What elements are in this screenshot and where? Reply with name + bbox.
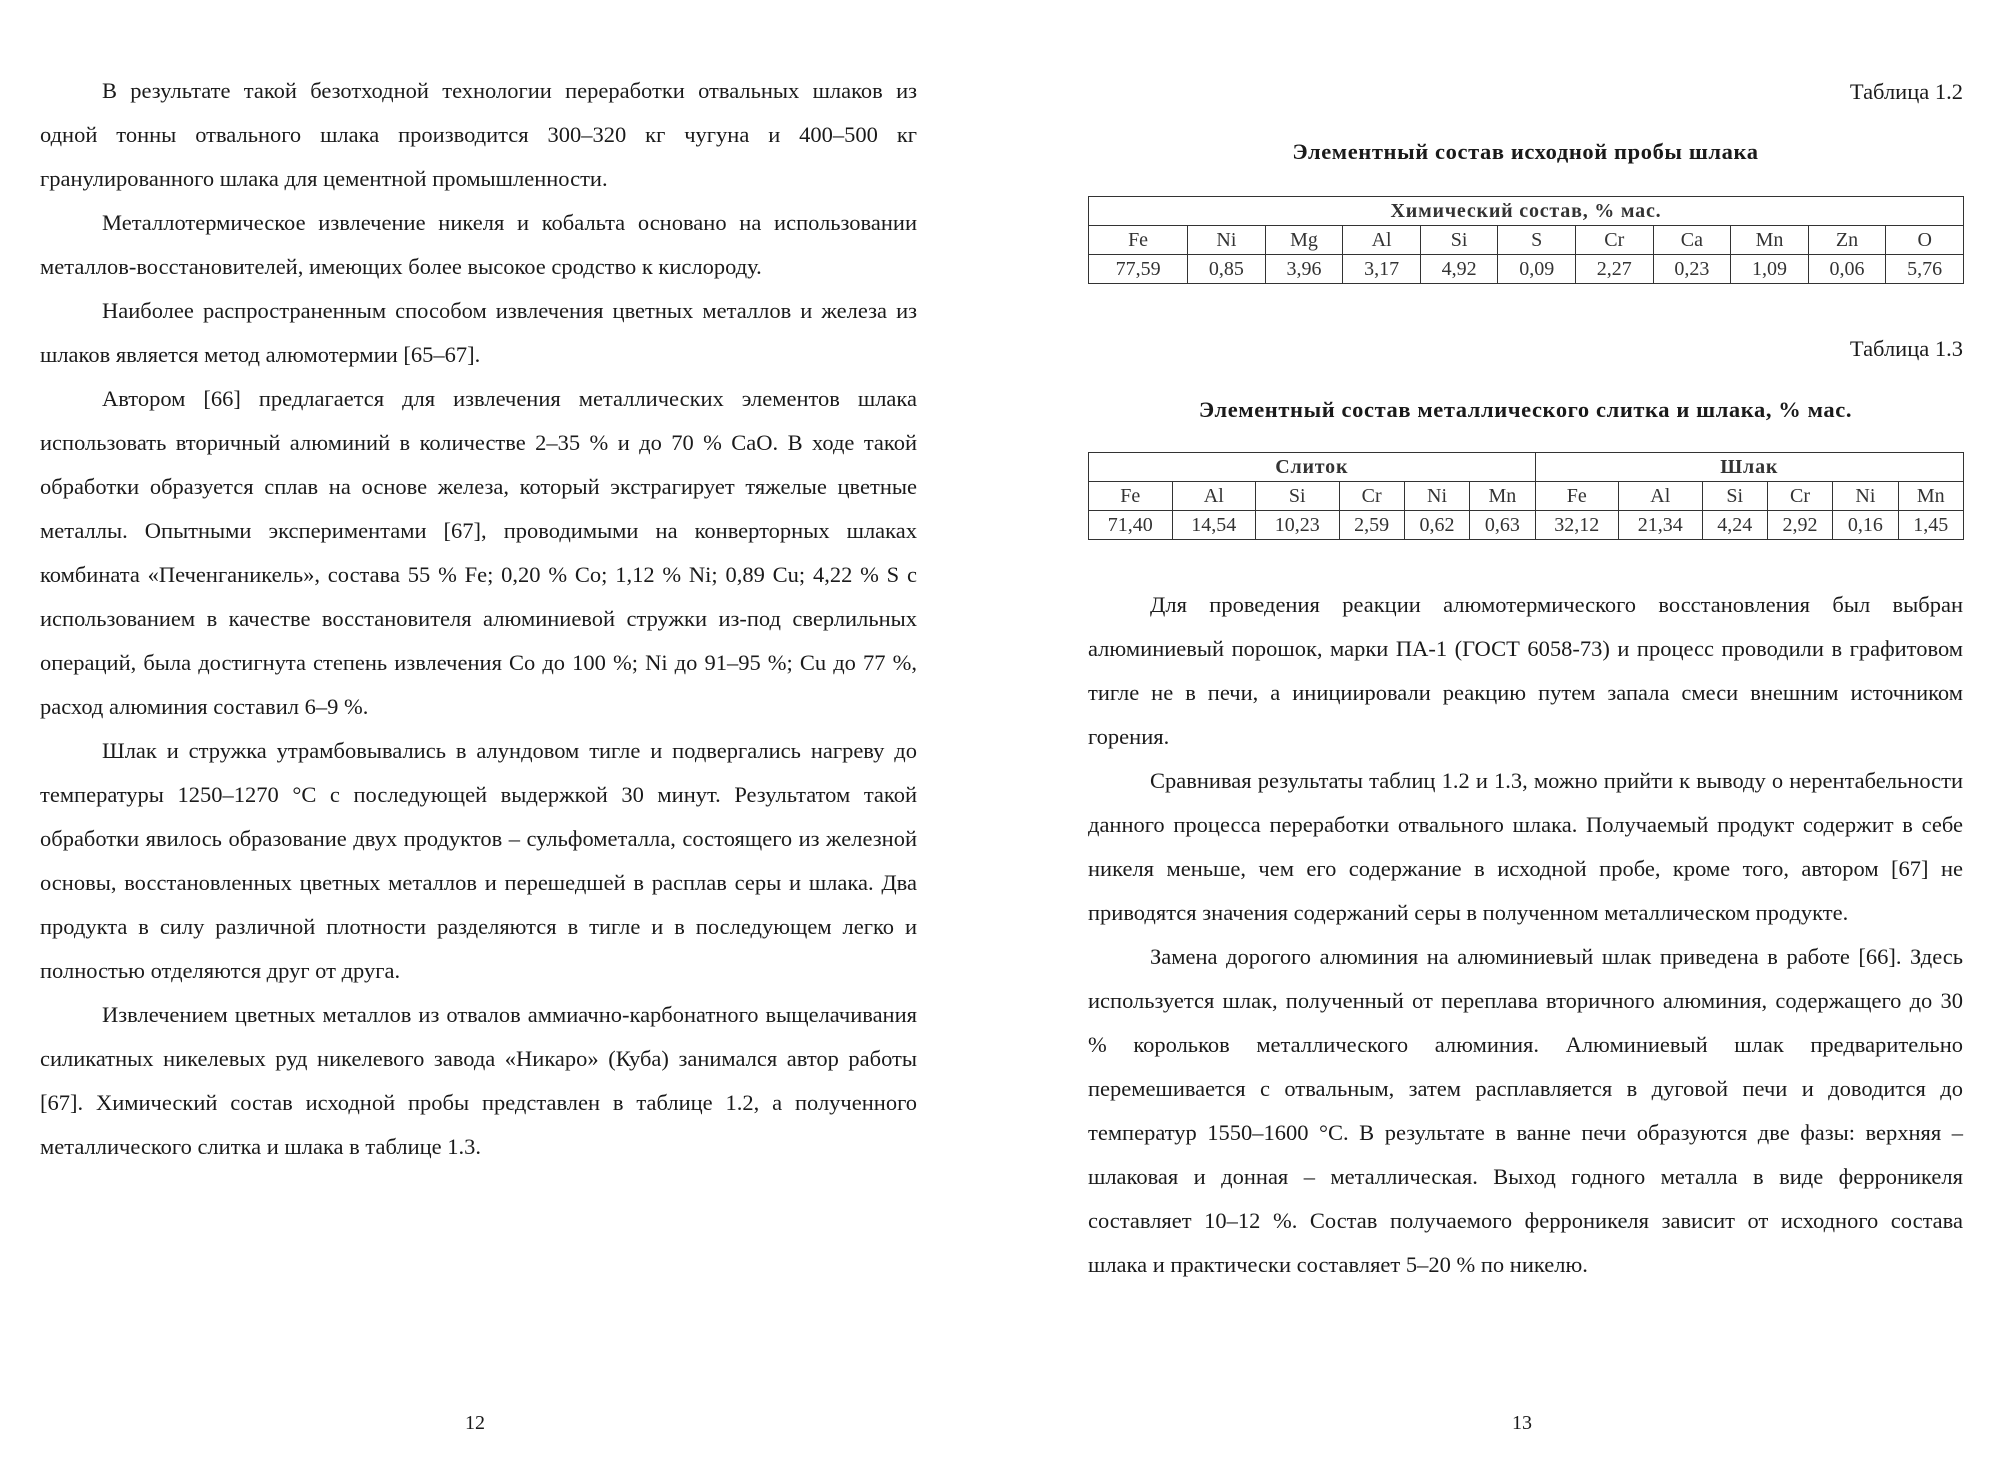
element-cell: Fe	[1535, 482, 1619, 511]
paragraph: Шлак и стружка утрамбовывались в алундовом тигле и подвергались нагреву до температуры 1250–1270 °С с последующей выдержкой 30 минут. Результатом такой обработки явилось образование двух продуктов – сульфометалла, состоящего из железной основы, восстановленных цветных металлов и перешедшей в расплав серы и шлака. Два продукта в силу различной плотности разделяются в тигле и в последующем легко и полностью отделяются друг от друга.	[40, 738, 917, 983]
left-page-text	[40, 69, 917, 1169]
value-cell: 0,62	[1404, 511, 1469, 540]
value-cell: 21,34	[1619, 511, 1703, 540]
element-cell: Ni	[1188, 226, 1266, 255]
table-1-3-elements-row	[1089, 482, 1964, 511]
element-cell: Fe	[1089, 226, 1188, 255]
element-cell: Zn	[1808, 226, 1886, 255]
value-cell: 2,27	[1576, 255, 1654, 284]
element-cell: Mn	[1898, 482, 1963, 511]
value-cell: 14,54	[1172, 511, 1256, 540]
paragraph: Сравнивая результаты таблиц 1.2 и 1.3, можно прийти к выводу о нерентабельности данного процесса переработки отвального шлака. Получаемый продукт содержит в себе никеля меньше, чем его содержание в исходной пробе, кроме того, автором [67] не приводятся значения содержаний серы в полученном металлическом продукте.	[1088, 768, 1963, 925]
element-cell: Al	[1343, 226, 1421, 255]
element-cell: Si	[1702, 482, 1767, 511]
element-cell: Fe	[1089, 482, 1173, 511]
table-1-3-values-row	[1089, 511, 1964, 540]
table-1-2-number: Таблица 1.2	[1849, 79, 1963, 104]
value-cell: 10,23	[1256, 511, 1340, 540]
value-cell: 77,59	[1089, 255, 1188, 284]
value-cell: 0,09	[1498, 255, 1576, 284]
value-cell: 1,45	[1898, 511, 1963, 540]
element-cell: Si	[1256, 482, 1340, 511]
table-1-2-title: Элементный состав исходной пробы шлака	[1292, 139, 1759, 164]
right-page-text	[1088, 583, 1963, 1287]
value-cell: 2,59	[1339, 511, 1404, 540]
table-1-2-header: Химический состав, % мас.	[1089, 197, 1964, 226]
value-cell: 1,09	[1731, 255, 1809, 284]
value-cell: 3,17	[1343, 255, 1421, 284]
value-cell: 4,24	[1702, 511, 1767, 540]
value-cell: 0,23	[1653, 255, 1731, 284]
value-cell: 2,92	[1767, 511, 1832, 540]
value-cell: 0,06	[1808, 255, 1886, 284]
element-cell: Cr	[1576, 226, 1654, 255]
paragraph: Автором [66] предлагается для извлечения металлических элементов шлака использовать вторичный алюминий в количестве 2–35 % и до 70 % CaO. В ходе такой обработки образуется сплав на основе железа, который экстрагирует тяжелые цветные металлы. Опытными экспериментами [67], проводимыми на конверторных шлаках комбината «Печенганикель», состава 55 % Fe; 0,20 % Co; 1,12 % Ni; 0,89 Cu; 4,22 % S с использованием в качестве восстановителя алюминиевой стружки из-под сверлильных операций, была достигнута степень извлечения Co до 100 %; Ni до 91–95 %; Cu до 77 %, расход алюминия составил 6–9 %.	[40, 386, 917, 719]
value-cell: 0,85	[1188, 255, 1266, 284]
paragraph: Извлечением цветных металлов из отвалов аммиачно-карбонатного выщелачивания силикатных никелевых руд никелевого завода «Никаро» (Куба) занимался автор работы [67]. Химический состав исходной пробы представлен в таблице 1.2, а полученного металлического слитка и шлака в таблице 1.3.	[40, 1002, 917, 1159]
value-cell: 4,92	[1420, 255, 1498, 284]
table-1-2-elements-row	[1089, 226, 1964, 255]
table-1-3-title: Элементный состав металлического слитка и шлака, % мас.	[1198, 397, 1853, 422]
right-page	[1000, 0, 2000, 1479]
paragraph: Наиболее распространенным способом извлечения цветных металлов и железа из шлаков является метод алюмотермии [65–67].	[40, 298, 917, 367]
paragraph: Для проведения реакции алюмотермического восстановления был выбран алюминиевый порошок, марки ПА-1 (ГОСТ 6058-73) и процесс проводили в графитовом тигле не в печи, а инициировали реакцию путем запала смеси внешним источником горения.	[1088, 592, 1963, 749]
element-cell: Cr	[1767, 482, 1832, 511]
paragraph: Металлотермическое извлечение никеля и кобальта основано на использовании металлов-восстановителей, имеющих более высокое сродство к кислороду.	[40, 210, 917, 279]
element-cell: Mn	[1731, 226, 1809, 255]
table-1-3	[1088, 452, 1964, 540]
page-number: 13	[1512, 1412, 1532, 1434]
element-cell: Ni	[1404, 482, 1469, 511]
element-cell: O	[1886, 226, 1964, 255]
value-cell: 3,96	[1265, 255, 1343, 284]
element-cell: Al	[1172, 482, 1256, 511]
value-cell: 5,76	[1886, 255, 1964, 284]
element-cell: S	[1498, 226, 1576, 255]
element-cell: Ni	[1833, 482, 1898, 511]
table-1-3-slag-header: Шлак	[1535, 453, 1963, 482]
value-cell: 32,12	[1535, 511, 1619, 540]
table-1-3-ingot-header: Слиток	[1089, 453, 1536, 482]
paragraph: Замена дорогого алюминия на алюминиевый шлак приведена в работе [66]. Здесь используется шлак, полученный от переплава вторичного алюминия, содержащего до 30 % корольков металлического алюминия. Алюминиевый шлак предварительно перемешивается с отвальным, затем расплавляется в дуговой печи и доводится до температур 1550–1600 °С. В результате в ванне печи образуются две фазы: верхняя – шлаковая и донная – металлическая. Выход годного металла в виде ферроникеля составляет 10–12 %. Состав получаемого ферроникеля зависит от исходного состава шлака и практически составляет 5–20 % по никелю.	[1088, 944, 1963, 1277]
table-1-2	[1088, 196, 1964, 284]
paragraph: В результате такой безотходной технологии переработки отвальных шлаков из одной тонны отвального шлака производится 300–320 кг чугуна и 400–500 кг гранулированного шлака для цементной промышленности.	[40, 78, 917, 191]
element-cell: Mn	[1470, 482, 1535, 511]
element-cell: Mg	[1265, 226, 1343, 255]
page-number: 12	[465, 1412, 485, 1434]
value-cell: 0,63	[1470, 511, 1535, 540]
value-cell: 0,16	[1833, 511, 1898, 540]
element-cell: Cr	[1339, 482, 1404, 511]
value-cell: 71,40	[1089, 511, 1173, 540]
element-cell: Ca	[1653, 226, 1731, 255]
table-1-3-number: Таблица 1.3	[1849, 336, 1963, 361]
table-1-2-values-row	[1089, 255, 1964, 284]
element-cell: Si	[1420, 226, 1498, 255]
element-cell: Al	[1619, 482, 1703, 511]
